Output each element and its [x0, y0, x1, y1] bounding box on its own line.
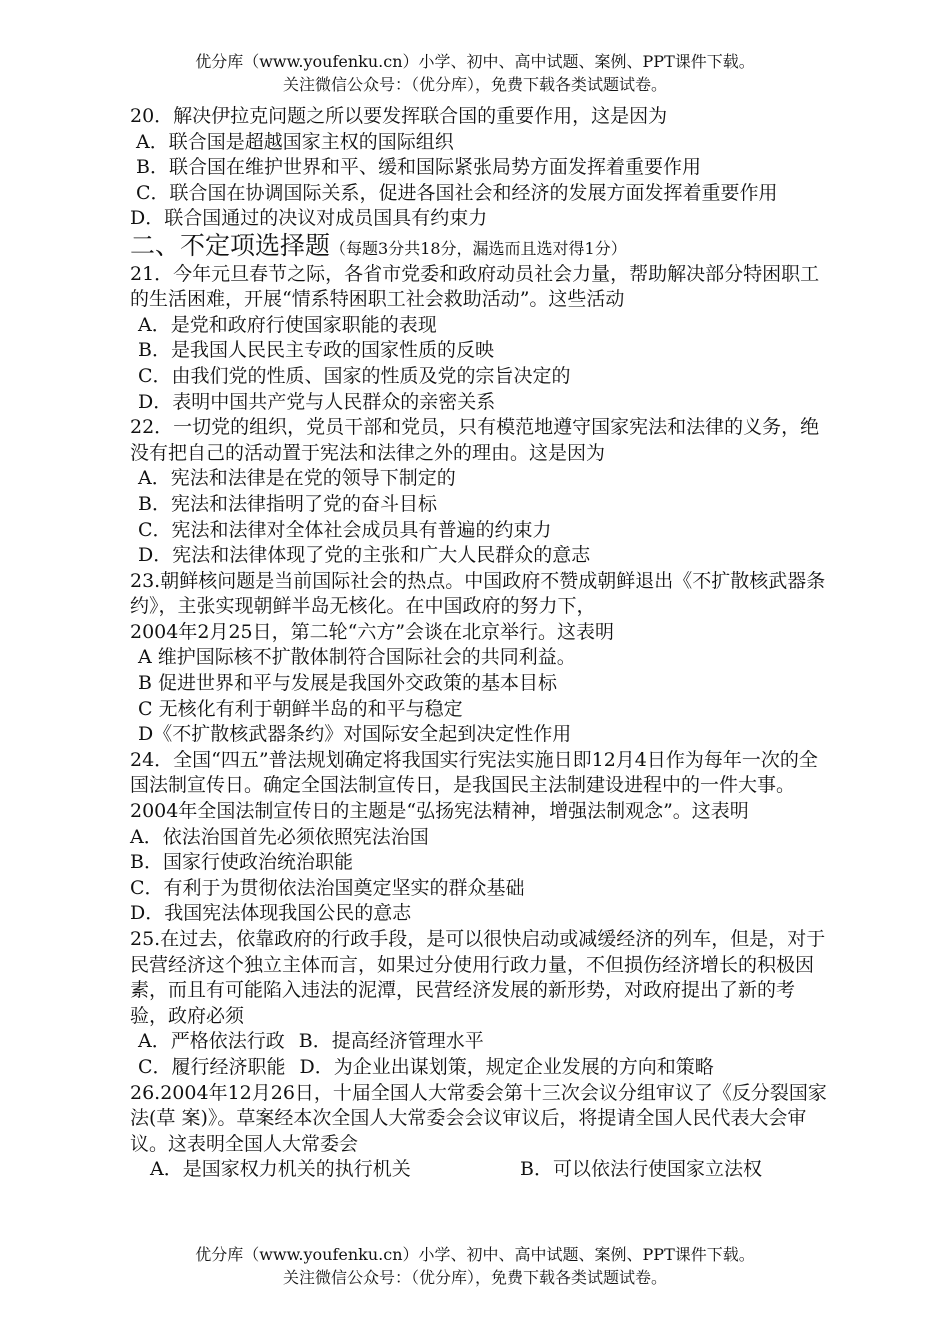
option-a: A．是党和政府行使国家职能的表现 — [138, 313, 437, 336]
options-row — [130, 1157, 830, 1183]
option-b: B．可以依法行使国家立法权 — [520, 1158, 762, 1181]
option-b: B 促进世界和平与发展是我国外交政策的基本目标 — [138, 672, 558, 695]
options-row-2 — [130, 1055, 830, 1081]
option-c: C．宪法和法律对全体社会成员具有普遍的约束力 — [138, 518, 552, 541]
page-footer — [0, 1243, 950, 1289]
option-a: A．严格依法行政 — [138, 1030, 285, 1053]
option-d: D．我国宪法体现我国公民的意志 — [130, 902, 412, 925]
question-stem: 20．解决伊拉克问题之所以要发挥联合国的重要作用，这是因为 — [130, 105, 668, 127]
page-header — [0, 50, 950, 96]
options-row-1 — [130, 1029, 830, 1055]
option-a: A．依法治国首先必须依照宪法治国 — [130, 825, 429, 848]
question-20 — [130, 104, 830, 232]
option-d: D《不扩散核武器条约》对国际安全起到决定性作用 — [138, 723, 572, 746]
option-c: C．履行经济职能 — [138, 1055, 286, 1078]
question-24 — [130, 748, 830, 927]
option-d: D．联合国通过的决议对成员国具有约束力 — [130, 207, 488, 230]
section-note: （每题3分共18分，漏选而且选对得1分） — [330, 238, 627, 258]
option-b: B．国家行使政治统治职能 — [130, 851, 353, 874]
option-b: B．是我国人民民主专政的国家性质的反映 — [138, 339, 494, 362]
option-c: C．联合国在协调国际关系，促进各国社会和经济的发展方面发挥着重要作用 — [136, 181, 778, 204]
section-title: 二、不定项选择题 — [130, 230, 331, 260]
header-line-2: 关注微信公众号：（优分库），免费下载各类试题试卷。 — [282, 75, 667, 94]
question-22 — [130, 415, 830, 569]
question-21 — [130, 262, 830, 416]
option-c: C 无核化有利于朝鲜半岛的和平与稳定 — [138, 697, 463, 720]
section-heading — [130, 232, 830, 262]
option-c: C．由我们党的性质、国家的性质及党的宗旨决定的 — [138, 364, 571, 387]
question-stem: 21．今年元旦春节之际，各省市党委和政府动员社会力量，帮助解决部分特困职工的生活困难，开展“情系特困职工社会救助活动”。这些活动 — [130, 262, 820, 311]
option-a: A．宪法和法律是在党的领导下制定的 — [138, 467, 456, 490]
option-b: B．宪法和法律指明了党的奋斗目标 — [138, 492, 437, 515]
option-b: B．联合国在维护世界和平、缓和国际紧张局势方面发挥着重要作用 — [136, 156, 701, 179]
document-body — [130, 104, 830, 1183]
option-b: B．提高经济管理水平 — [298, 1030, 484, 1053]
option-a: A．联合国是超越国家主权的国际组织 — [136, 130, 454, 153]
footer-line-1: 优分库（www.youfenku.cn）小学、初中、高中试题、案例、PPT课件下载。 — [195, 1245, 755, 1264]
question-25 — [130, 927, 830, 1081]
question-stem-2: 2004年2月25日，第二轮“六方”会谈在北京举行。这表明 — [130, 620, 615, 643]
option-d: D．为企业出谋划策，规定企业发展的方向和策略 — [299, 1055, 714, 1078]
option-d: D．宪法和法律体现了党的主张和广大人民群众的意志 — [138, 544, 591, 567]
question-stem: 22．一切党的组织，党员干部和党员，只有模范地遵守国家宪法和法律的义务，绝没有把自己的活动置于宪法和法律之外的理由。这是因为 — [130, 416, 820, 464]
option-a: A 维护国际核不扩散体制符合国际社会的共同利益。 — [138, 646, 576, 669]
footer-line-2: 关注微信公众号：（优分库），免费下载各类试题试卷。 — [282, 1268, 667, 1287]
question-stem: 25.在过去，依靠政府的行政手段，是可以很快启动或减缓经济的列车，但是，对于民营经济这个独立主体而言，如果过分使用行政力量，不但损伤经济增长的积极因素，而且有可能陷入违法的泥潭，民营经济发展的新形势，对政府提出了新的考验，政府必须 — [130, 928, 826, 1027]
question-stem: 23.朝鲜核问题是当前国际社会的热点。中国政府不赞成朝鲜退出《不扩散核武器条约》，主张实现朝鲜半岛无核化。在中国政府的努力下， — [130, 569, 826, 618]
question-stem: 26.2004年12月26日，十届全国人大常委会第十三次会议分组审议了《反分裂国家法(草 案)》。草案经本次全国人大常委会会议审议后，将提请全国人民代表大会审议。这表明全国人大常委会 — [130, 1081, 827, 1155]
question-26 — [130, 1081, 830, 1183]
option-a: A．是国家权力机关的执行机关 — [150, 1158, 411, 1181]
header-line-1: 优分库（www.youfenku.cn）小学、初中、高中试题、案例、PPT课件下载。 — [195, 52, 755, 71]
option-c: C．有利于为贯彻依法治国奠定坚实的群众基础 — [130, 876, 525, 899]
question-23 — [130, 569, 830, 748]
question-stem: 24．全国“四五”普法规划确定将我国实行宪法实施日即12月4日作为每年一次的全国法制宣传日。确定全国法制宣传日，是我国民主法制建设进程中的一件大事。2004年全国法制宣传日的主题是“弘扬宪法精神，增强法制观念”。这表明 — [130, 748, 818, 823]
option-d: D．表明中国共产党与人民群众的亲密关系 — [138, 390, 496, 413]
